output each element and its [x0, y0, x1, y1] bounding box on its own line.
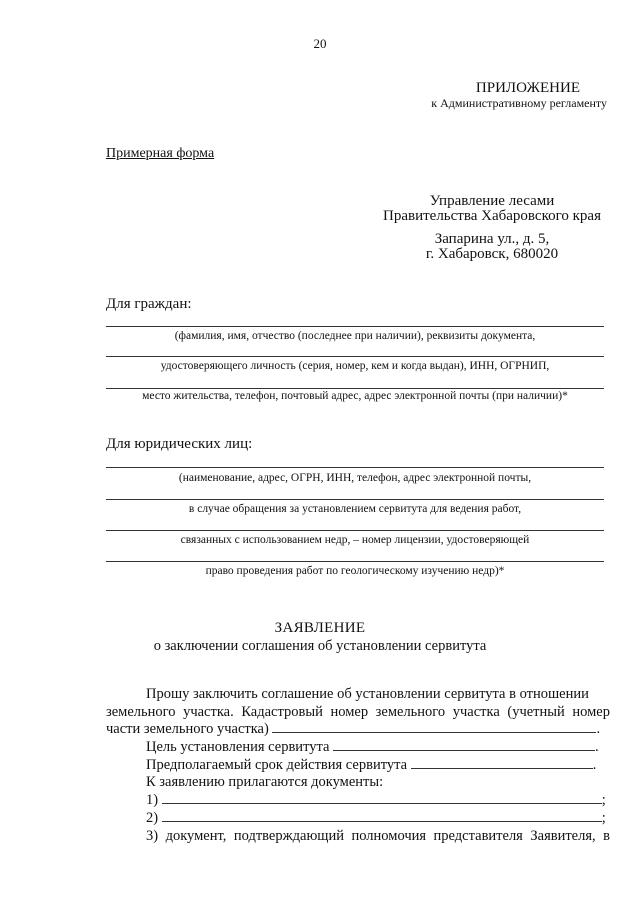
citizens-caption-2: удостоверяющего личность (серия, номер, кем и когда выдан), ИНН, ОГРНИП, — [160, 360, 550, 372]
addressee-org — [377, 194, 607, 224]
attachment-1-field[interactable] — [162, 792, 602, 804]
term-label: Предполагаемый срок действия сервитута — [146, 757, 408, 773]
body-purpose — [146, 739, 599, 756]
cadastral-number-field[interactable] — [272, 721, 596, 733]
attachment-item-2 — [146, 810, 606, 827]
legal-caption-3: связанных с использованием недр, – номер лицензии, удостоверяющей — [180, 534, 530, 546]
item2-end: ; — [601, 810, 606, 826]
purpose-end: . — [595, 739, 599, 755]
addressee-address — [377, 232, 607, 262]
attachment-item-1 — [146, 792, 606, 809]
legal-caption-2: в случае обращения за установлением сервитута для ведения работ, — [188, 503, 522, 515]
addressee-addr-line1: Запарина ул., д. 5, — [434, 231, 550, 247]
appendix-title: ПРИЛОЖЕНИЕ — [475, 80, 580, 96]
attachment-2-field[interactable] — [162, 810, 602, 822]
citizens-line-3[interactable] — [106, 388, 604, 389]
attachment-item-3: 3) документ, подтверждающий полномочия представителя Заявителя, в — [146, 828, 610, 844]
citizens-caption-1: (фамилия, имя, отчество (последнее при наличии), реквизиты документа, — [174, 330, 536, 342]
term-end: . — [592, 757, 597, 773]
body-p1-line1: Прошу заключить соглашение об установлении сервитута в отношении — [146, 686, 589, 702]
body-p1-line3 — [106, 721, 600, 738]
citizens-line-2[interactable] — [106, 356, 604, 357]
legal-line-3[interactable] — [106, 530, 604, 531]
body-attachments: К заявлению прилагаются документы: — [146, 774, 384, 790]
citizens-label: Для граждан: — [106, 296, 192, 312]
body-p1-line2: земельного участка. Кадастровый номер земельного участка (учетный номер — [106, 704, 610, 720]
item1-end: ; — [601, 792, 606, 808]
legal-caption-4: право проведения работ по геологическому изучению недр)* — [205, 565, 505, 577]
addressee-org-line1: Управление лесами — [429, 193, 555, 209]
addressee-addr-line2: г. Хабаровск, 680020 — [425, 246, 559, 262]
cadastral-end: . — [596, 721, 601, 737]
purpose-field[interactable] — [333, 739, 595, 751]
item2-number: 2) — [146, 810, 159, 826]
legal-line-1[interactable] — [106, 467, 604, 468]
term-field[interactable] — [411, 757, 593, 769]
appendix-subtitle: к Административному регламенту — [431, 96, 607, 110]
item1-number: 1) — [146, 792, 159, 808]
legal-caption-1: (наименование, адрес, ОГРН, ИНН, телефон, адрес электронной почты, — [178, 472, 532, 484]
purpose-label: Цель установления сервитута — [146, 739, 330, 755]
addressee-org-line2: Правительства Хабаровского края — [383, 208, 601, 224]
statement-subtitle: о заключении соглашения об установлении сервитута — [153, 638, 487, 654]
citizens-line-1[interactable] — [106, 326, 604, 327]
legal-line-4[interactable] — [106, 561, 604, 562]
legal-line-2[interactable] — [106, 499, 604, 500]
statement-title: ЗАЯВЛЕНИЕ — [274, 620, 366, 636]
page-number: 20 — [313, 36, 327, 51]
body-term — [146, 757, 596, 774]
citizens-caption-3: место жительства, телефон, почтовый адрес, адрес электронной почты (при наличии)* — [142, 390, 568, 402]
form-label: Примерная форма — [106, 146, 215, 161]
legal-label: Для юридических лиц: — [106, 436, 253, 452]
cadastral-label: части земельного участка) — [106, 721, 269, 737]
